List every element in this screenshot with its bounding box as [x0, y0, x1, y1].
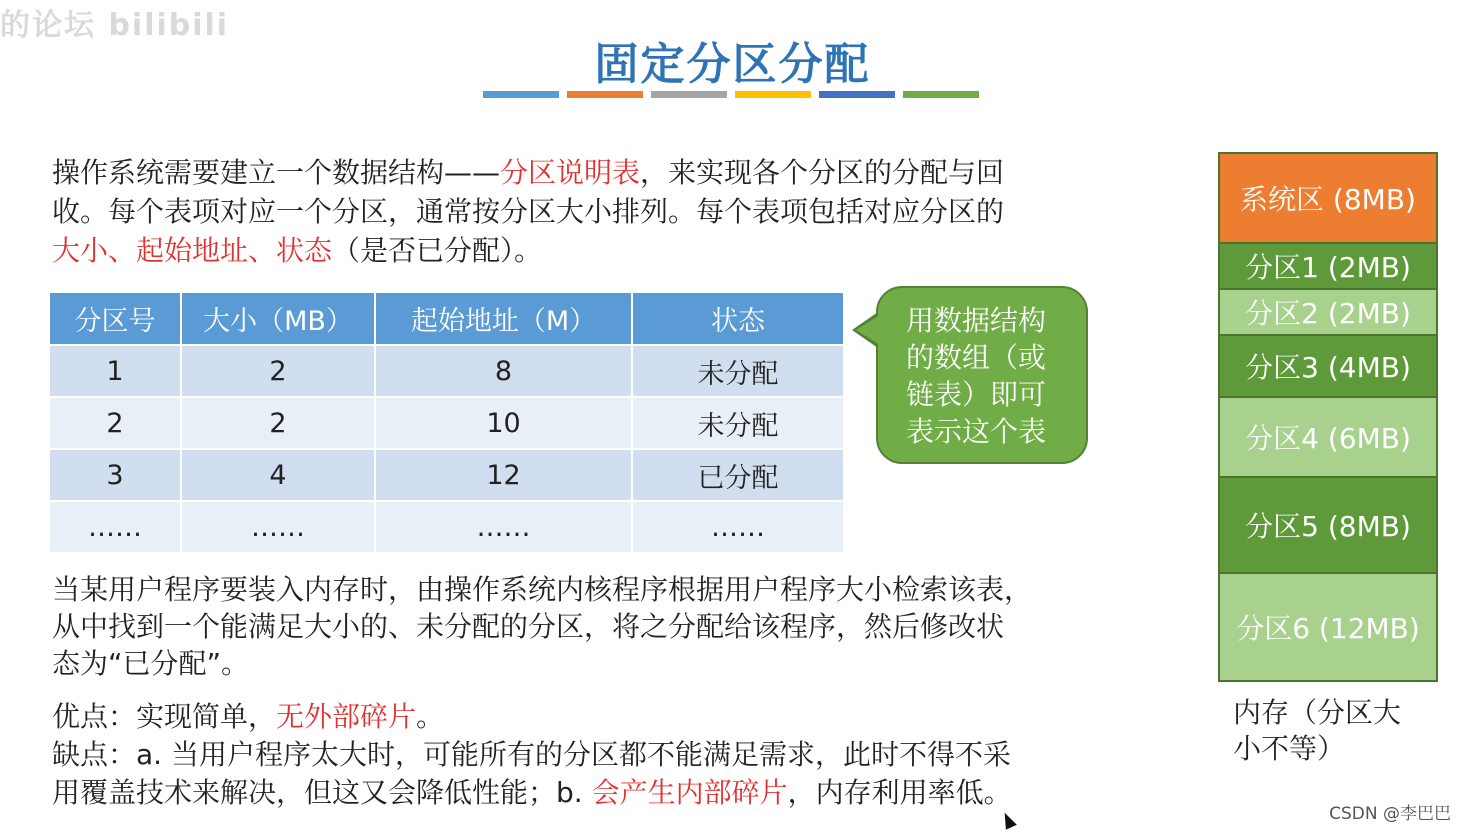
- title-underline-bar: [903, 91, 979, 98]
- cons-text: 用覆盖技术来解决，但这又会降低性能；b.: [52, 776, 592, 809]
- cons-line-1: 缺点：a. 当用户程序太大时，可能所有的分区都不能满足需求，此时不得不采: [52, 738, 1011, 771]
- table-cell: 4: [181, 449, 375, 501]
- cons-line-2: [52, 774, 1012, 812]
- csdn-watermark: CSDN @李巴巴: [1329, 804, 1451, 824]
- highlight-text: 会产生内部碎片: [591, 776, 788, 809]
- memory-block-partition: 分区4 (6MB): [1220, 398, 1436, 478]
- partition-table: [48, 291, 845, 554]
- pros-end: 。: [416, 700, 445, 733]
- table-cell: ……: [375, 501, 632, 553]
- table-cell: 已分配: [632, 449, 844, 501]
- callout-line: 表示这个表: [906, 415, 1047, 448]
- load-line-2: 从中找到一个能满足大小的、未分配的分区，将之分配给该程序，然后修改状: [52, 610, 1005, 643]
- highlight-text: 无外部碎片: [276, 700, 417, 733]
- callout-line: 的数组（或: [906, 341, 1047, 374]
- title-underline-bar: [483, 91, 559, 98]
- table-row: [49, 501, 844, 553]
- memory-block-partition: 分区2 (2MB): [1220, 290, 1436, 336]
- pros-label: 优点：实现简单，: [52, 700, 277, 733]
- table-header-row: [49, 292, 844, 345]
- title-underline-bar: [567, 91, 643, 98]
- memory-block-partition: 分区6 (12MB): [1220, 574, 1436, 680]
- intro-line-1: [52, 153, 1004, 192]
- table-cell: 3: [49, 449, 181, 501]
- title-underline-bars: [483, 91, 979, 98]
- memory-block-partition: 分区3 (4MB): [1220, 336, 1436, 398]
- table-row: [49, 345, 844, 397]
- callout-tail-fill: [856, 315, 880, 345]
- watermark: 的论坛 bilibili: [0, 8, 230, 43]
- page-title: 固定分区分配: [594, 39, 871, 90]
- table-cell: ……: [181, 501, 375, 553]
- pros-line: [52, 698, 1012, 736]
- table-cell: 未分配: [632, 345, 844, 397]
- memory-caption: [1233, 695, 1433, 767]
- table-header: 状态: [632, 292, 844, 345]
- memory-caption-line: 小不等）: [1233, 732, 1346, 765]
- intro-line-3: [52, 231, 1004, 270]
- table-cell: 8: [375, 345, 632, 397]
- callout-line: 链表）即可: [906, 378, 1047, 411]
- table-header: 分区号: [49, 292, 181, 345]
- table-row: [49, 397, 844, 449]
- load-line-3: 态为“已分配”。: [52, 647, 250, 680]
- table-row: [49, 449, 844, 501]
- intro-text: 操作系统需要建立一个数据结构——: [52, 156, 501, 189]
- highlight-text: 大小、起始地址、状态: [52, 234, 333, 267]
- memory-block-partition: 分区5 (8MB): [1220, 478, 1436, 574]
- intro-paragraph: [52, 153, 1004, 270]
- intro-text: ，来实现各个分区的分配与回: [640, 156, 1005, 189]
- mouse-cursor-icon: [999, 810, 1017, 830]
- cons-text: ，内存利用率低。: [787, 776, 1012, 809]
- highlight-text: 分区说明表: [500, 156, 641, 189]
- table-cell: 未分配: [632, 397, 844, 449]
- table-cell: ……: [49, 501, 181, 553]
- table-cell: 10: [375, 397, 632, 449]
- intro-line-2: 收。每个表项对应一个分区，通常按分区大小排列。每个表项包括对应分区的: [52, 195, 1005, 228]
- table-cell: 1: [49, 345, 181, 397]
- table-header: 大小（MB）: [181, 292, 375, 345]
- table-cell: 12: [375, 449, 632, 501]
- title-underline-bar: [819, 91, 895, 98]
- table-cell: ……: [632, 501, 844, 553]
- memory-block-partition: 分区1 (2MB): [1220, 244, 1436, 290]
- table-cell: 2: [49, 397, 181, 449]
- table-header: 起始地址（M）: [375, 292, 632, 345]
- callout-line: 用数据结构: [906, 304, 1047, 337]
- intro-text: （是否已分配）。: [332, 234, 543, 267]
- title-underline-bar: [651, 91, 727, 98]
- load-paragraph: [52, 571, 1032, 682]
- pros-cons: [52, 698, 1012, 812]
- callout-bubble: [876, 286, 1088, 464]
- table-cell: 2: [181, 345, 375, 397]
- title-underline-bar: [735, 91, 811, 98]
- memory-block-system: 系统区 (8MB): [1220, 154, 1436, 244]
- memory-caption-line: 内存（分区大: [1233, 696, 1402, 729]
- memory-diagram: [1218, 152, 1438, 682]
- table-cell: 2: [181, 397, 375, 449]
- load-line-1: 当某用户程序要装入内存时，由操作系统内核程序根据用户程序大小检索该表，: [52, 573, 1033, 606]
